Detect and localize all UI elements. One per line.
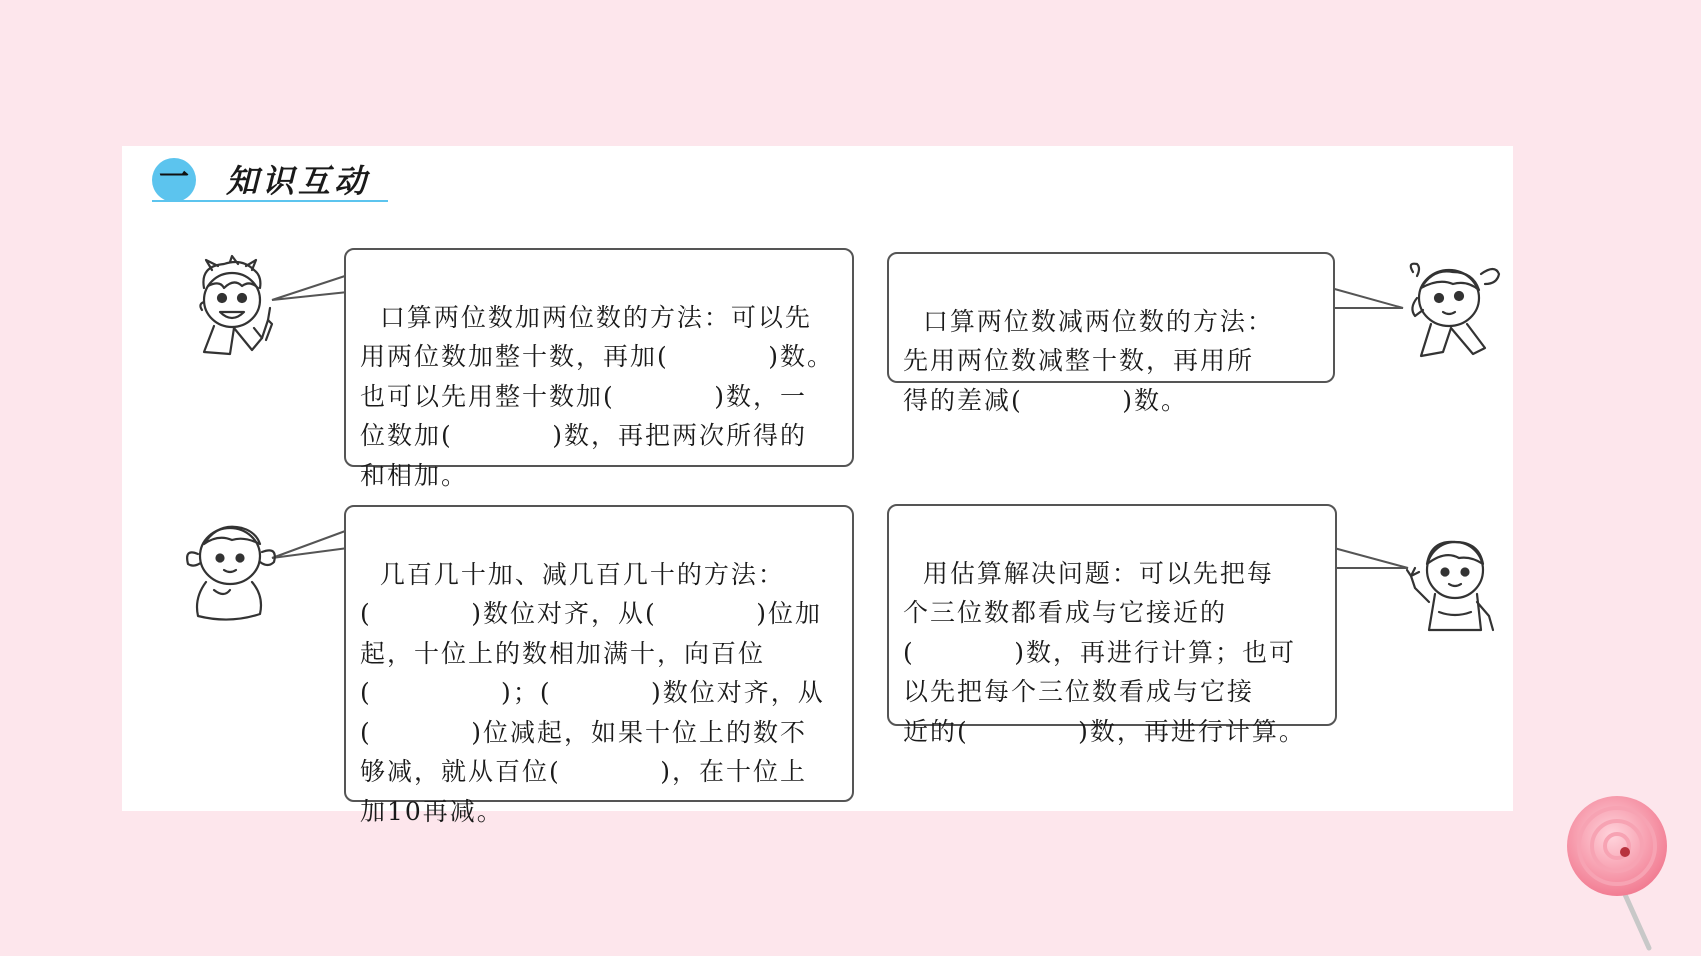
boy-waving-icon bbox=[1405, 532, 1501, 636]
girl-pigtails-icon bbox=[1403, 258, 1505, 362]
bubble-estimation bbox=[887, 504, 1337, 746]
bubble-tail-subtract bbox=[1331, 286, 1403, 322]
section-header bbox=[152, 154, 392, 200]
bubble-hundreds-tens-text: 几百几十加、减几百几十的方法： ( )数位对齐，从( )位加 起，十位上的数相加满十，向百位 ( )；( )数位对齐，从 ( )位减起，如果十位上的数不 够减，就从百位( )，在十位上 加10再减。 bbox=[360, 559, 825, 826]
bubble-add-two-digit bbox=[344, 248, 854, 490]
girl-ponytails-icon bbox=[184, 518, 282, 622]
bubble-subtract-two-digit bbox=[887, 252, 1335, 415]
bubble-estimation-text: 用估算解决问题：可以先把每 个三位数都看成与它接近的 ( )数，再进行计算；也可 以先把每个三位数看成与它接 近的( )数，再进行计算。 bbox=[903, 558, 1306, 746]
section-title: 知识互动 bbox=[226, 162, 371, 200]
section-underline bbox=[152, 200, 388, 202]
bubble-subtract-two-digit-text: 口算两位数减两位数的方法： 先用两位数减整十数，再用所 得的差减( )数。 bbox=[903, 306, 1274, 415]
lollipop-icon bbox=[1565, 800, 1675, 950]
section-number-badge: 一 bbox=[152, 158, 196, 202]
bubble-tail-estimation bbox=[1334, 546, 1408, 582]
bubble-add-two-digit-text: 口算两位数加两位数的方法：可以先 用两位数加整十数，再加( )数。 也可以先用整十数加( )数，一 位数加( )数，再把两次所得的 和相加。 bbox=[360, 302, 834, 490]
bubble-tail-hundreds bbox=[272, 528, 348, 564]
bubble-hundreds-tens bbox=[344, 505, 854, 826]
boy-pointing-icon bbox=[190, 258, 286, 362]
